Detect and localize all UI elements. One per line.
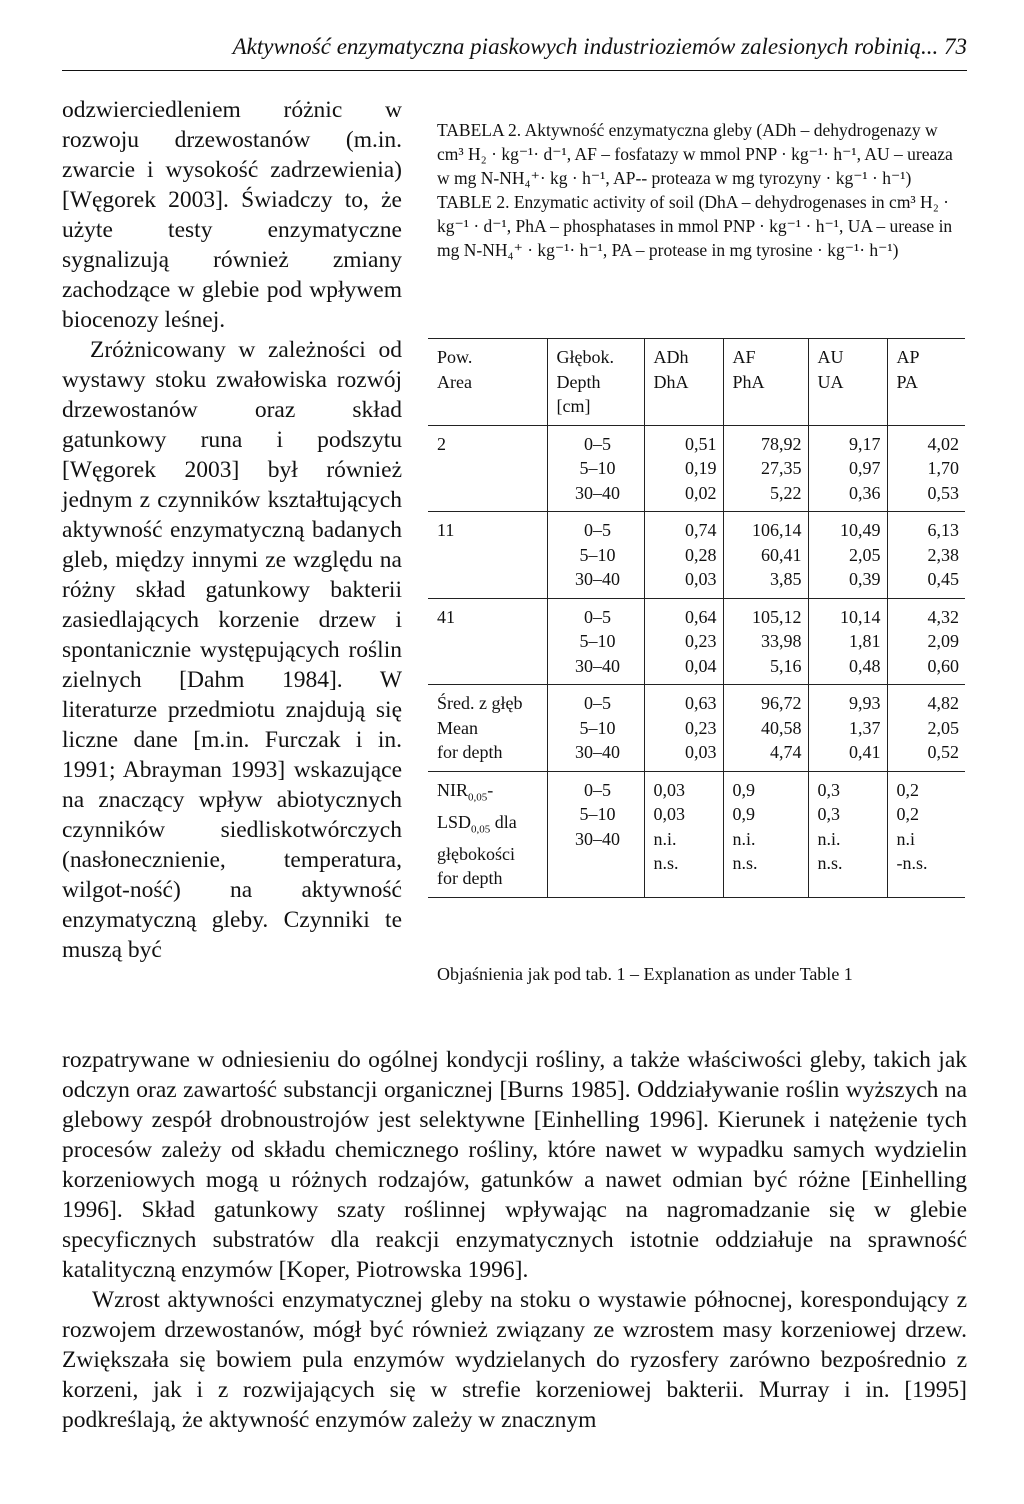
- cell-value: 0,03: [685, 569, 717, 589]
- cell-value: 9,17: [849, 433, 881, 454]
- table-cell-label: [428, 512, 547, 599]
- cell-value: 33,98: [761, 631, 802, 651]
- table-cell-ap: [887, 425, 965, 512]
- cell-value: 0,28: [685, 544, 717, 565]
- cell-value: 5,16: [770, 655, 802, 676]
- table-cell-depths: [547, 598, 644, 685]
- table-cell-af: [723, 685, 808, 772]
- cell-value: 0–5: [584, 520, 611, 540]
- cell-value: 40,58: [761, 717, 802, 738]
- table-row: [428, 425, 965, 512]
- table-row: [428, 512, 965, 599]
- table-cell-adh: [644, 685, 723, 772]
- table-cell-au: [808, 425, 887, 512]
- caption-text-pl: Aktywność enzymatyczna gleby (ADh – dehydrogenazy w cm³ H₂ · kg⁻¹· d⁻¹, AF – fosfatazy w mmol PNP · kg⁻¹· h⁻¹, AU – ureaza w mg N-NH₄⁺· kg · h⁻¹, AP-- proteaza w mg tyrozyny · kg⁻¹ · h⁻¹): [437, 120, 953, 188]
- cell-value: n.s.: [732, 853, 758, 873]
- table-caption: [437, 118, 967, 262]
- table-cell-depths: [547, 685, 644, 772]
- cell-value: 78,92: [761, 433, 802, 454]
- cell-value: 30–40: [575, 828, 620, 849]
- cell-value: 5–10: [579, 804, 616, 824]
- cell-value: 4,74: [770, 742, 802, 762]
- cell-value: 2,38: [927, 544, 959, 565]
- cell-value: 2,05: [927, 717, 959, 738]
- table-cell-lsd-depths: [547, 771, 644, 897]
- lsd-label: LSD: [437, 811, 472, 832]
- table-cell-au: [808, 685, 887, 772]
- cell-value: 1,70: [927, 458, 959, 478]
- table-cell-lsd-au: [808, 771, 887, 897]
- table-cell-lsd-label: [428, 771, 547, 897]
- col-header-af: AF PhA: [723, 339, 808, 426]
- cell-value: Śred. z głęb: [437, 693, 523, 713]
- cell-value: 0,74: [685, 520, 717, 540]
- cell-value: 0,97: [849, 458, 881, 478]
- table-caption-pl: [437, 118, 967, 190]
- cell-value: 0,53: [927, 482, 959, 503]
- cell-value: 5–10: [579, 544, 616, 565]
- cell-value: 0,02: [685, 482, 717, 503]
- cell-value: 0–5: [584, 433, 611, 454]
- body-paragraph-1: rozpatrywane w odniesieniu do ogólnej kondycji rośliny, a także właściwości gleby, takich jak odczyn oraz zawartość substancji organicznej [Burns 1985]. Oddziaływanie roślin wyższych na glebowy zespół drobnoustrojów jest selektywne [Einhelling 1996]. Kierunek i natężenie tych procesów zależy od składu chemicznego rośliny, które nawet w wypadku samych wydzielin korzeniowych mogą u różnych rodzajów, gatunków a nawet odmian być różne [Einhelling 1996]. Skład gatunkowy szaty roślinnej wpływając na nagromadzanie się w glebie specyficznych substratów dla reakcji enzymatycznych istotnie oddziałuje na sprawność katalityczną enzymów [Koper, Piotrowska 1996].: [62, 1047, 967, 1283]
- cell-value: 96,72: [761, 693, 802, 713]
- col-header-adh: ADh DhA: [644, 339, 723, 426]
- cell-value: 5–10: [579, 458, 616, 478]
- lsd-tail: dla: [490, 811, 517, 832]
- nir-tail: -: [487, 779, 494, 800]
- cell-value: 1,81: [849, 631, 881, 651]
- cell-value: 30–40: [575, 655, 620, 676]
- table-row: [428, 598, 965, 685]
- header-rule: [62, 70, 967, 71]
- running-title: Aktywność enzymatyczna piaskowych industrioziemów zalesionych robinią...: [232, 34, 939, 59]
- cell-value: 0,52: [927, 742, 959, 762]
- table-cell-ap: [887, 598, 965, 685]
- cell-value: 0,03: [685, 742, 717, 762]
- cell-value: 41: [437, 606, 455, 627]
- cell-value: 0,3: [817, 804, 840, 824]
- col-header-depth: Głębok. Depth [cm]: [547, 339, 644, 426]
- table-cell-ap: [887, 512, 965, 599]
- cell-value: 30–40: [575, 482, 620, 503]
- cell-value: 9,93: [849, 693, 881, 713]
- cell-value: 0,41: [849, 742, 881, 762]
- table-cell-depths: [547, 425, 644, 512]
- table-cell-lsd-af: [723, 771, 808, 897]
- cell-value: 0,03: [653, 804, 685, 824]
- cell-value: n.i.: [817, 828, 841, 849]
- cell-value: 0,2: [896, 779, 919, 800]
- cell-value: 105,12: [752, 606, 802, 627]
- cell-value: n.s.: [817, 853, 843, 873]
- cell-value: 2,05: [849, 544, 881, 565]
- cell-value: 0,23: [685, 631, 717, 651]
- nir-label: NIR: [437, 779, 468, 800]
- cell-value: 0–5: [584, 606, 611, 627]
- cell-value: 30–40: [575, 569, 620, 589]
- lsd-subscript: 0,05: [471, 823, 491, 836]
- cell-value: 0–5: [584, 779, 611, 800]
- cell-value: 4,82: [927, 693, 959, 713]
- cell-value: 5,22: [770, 482, 802, 503]
- cell-value: 0,63: [685, 693, 717, 713]
- cell-value: 0,51: [685, 433, 717, 454]
- body-paragraph-2: Wzrost aktywności enzymatycznej gleby na stoku o wystawie północnej, korespondujący z rozwojem drzewostanów, mógł być również związany ze wzrostem masy korzeniowej drzew. Zwiększała się bowiem pula enzymów wydzielanych do ryzosfery zarówno bezpośrednio z korzeni, jak i z rozwijających się w strefie korzeniowej bakterii. Murray i in. [1995] podkreślają, że aktywność enzymów zależy w znacznym: [62, 1287, 967, 1433]
- cell-value: 27,35: [761, 458, 802, 478]
- col-header-area: Pow. Area: [428, 339, 547, 426]
- cell-value: 0,36: [849, 482, 881, 503]
- cell-value: 5–10: [579, 717, 616, 738]
- table-row-lsd: [428, 771, 965, 897]
- cell-value: 30–40: [575, 742, 620, 762]
- cell-value: 1,37: [849, 717, 881, 738]
- cell-value: 4,32: [927, 606, 959, 627]
- table-cell-label: [428, 598, 547, 685]
- table-cell-lsd-adh: [644, 771, 723, 897]
- cell-value: 0,48: [849, 655, 881, 676]
- cell-value: 0,3: [817, 779, 840, 800]
- cell-value: 6,13: [927, 520, 959, 540]
- cell-value: 10,14: [840, 606, 881, 627]
- left-paragraph-1: odzwierciedleniem różnic w rozwoju drzewostanów (m.in. zwarcie i wysokość zadrzewienia) [Węgorek 2003]. Świadczy to, że użyte testy enzymatyczne sygnalizują również zmiany zachodzące w glebie pod wpływem biocenozy leśnej.: [62, 97, 402, 333]
- cell-value: 4,02: [927, 433, 959, 454]
- cell-value: 0,39: [849, 569, 881, 589]
- table-cell-label: [428, 685, 547, 772]
- cell-value: 0,23: [685, 717, 717, 738]
- cell-value: n.i.: [732, 828, 756, 849]
- cell-value: 2: [437, 433, 446, 454]
- table-cell-adh: [644, 425, 723, 512]
- enzyme-activity-table: [428, 338, 965, 898]
- cell-value: 60,41: [761, 544, 802, 565]
- cell-value: 11: [437, 520, 455, 540]
- table-cell-af: [723, 598, 808, 685]
- nir-subscript: 0,05: [468, 791, 488, 804]
- full-width-text: [62, 1045, 967, 1435]
- cell-value: 5–10: [579, 631, 616, 651]
- cell-value: 2,09: [927, 631, 959, 651]
- cell-value: 0,60: [927, 655, 959, 676]
- table-cell-af: [723, 512, 808, 599]
- caption-text-en: Enzymatic activity of soil (DhA – dehydrogenases in cm³ H₂ · kg⁻¹ · d⁻¹, PhA – phosphatases in mmol PNP · kg⁻¹ · h⁻¹, UA – urease in mg N-NH₄⁺ · kg⁻¹· h⁻¹, PA – protease in mg tyrosine · kg⁻¹· h⁻¹): [437, 192, 953, 260]
- col-header-au: AU UA: [808, 339, 887, 426]
- left-paragraph-2: Zróżnicowany w zależności od wystawy stoku zwałowiska rozwój drzewostanów oraz skład gatunkowy runa i podszytu [Węgorek 2003] był również jednym z czynników kształtujących aktywność enzymatyczną badanych gleb, między innymi ze względu na różny skład gatunkowy bakterii zasiedlających korzenie drzew i spontanicznie występujących roślin zielnych [Dahm 1984]. W literaturze przedmiotu znajdują się liczne dane [m.in. Furczak i in. 1991; Abrayman 1993] wskazujące na znaczący wpływ abiotycznych czynników siedliskotwórczych (nasłonecznienie, temperatura, wilgot-ność) na aktywność enzymatyczną gleby. Czynniki te muszą być: [62, 337, 402, 963]
- cell-value: n.i: [896, 828, 916, 849]
- cell-value: 0,64: [685, 606, 717, 627]
- table-row: [428, 685, 965, 772]
- cell-value: 3,85: [770, 569, 802, 589]
- lsd-label-3: głębokości: [437, 843, 515, 864]
- table-header-row: [428, 339, 965, 426]
- lsd-label-4: for depth: [437, 868, 503, 889]
- table-cell-label: [428, 425, 547, 512]
- table-cell-au: [808, 512, 887, 599]
- caption-label-pl: TABELA 2.: [437, 120, 522, 140]
- cell-value: n.s.: [653, 853, 679, 873]
- cell-value: Mean: [437, 717, 478, 738]
- running-header: [62, 32, 967, 62]
- cell-value: 0,19: [685, 458, 717, 478]
- cell-value: 0,45: [927, 569, 959, 589]
- cell-value: 0,9: [732, 779, 755, 800]
- table-cell-ap: [887, 685, 965, 772]
- cell-value: n.i.: [653, 828, 677, 849]
- col-header-ap: AP PA: [887, 339, 965, 426]
- cell-value: 0,2: [896, 804, 919, 824]
- cell-value: 10,49: [840, 520, 881, 540]
- table-cell-lsd-ap: [887, 771, 965, 897]
- table-cell-af: [723, 425, 808, 512]
- cell-value: -n.s.: [896, 853, 928, 873]
- caption-label-en: TABLE 2.: [437, 192, 510, 212]
- left-text-column: [62, 95, 402, 965]
- cell-value: 0,04: [685, 655, 717, 676]
- cell-value: 0,9: [732, 804, 755, 824]
- table-cell-depths: [547, 512, 644, 599]
- table-cell-adh: [644, 598, 723, 685]
- table-cell-adh: [644, 512, 723, 599]
- page-number: 73: [944, 34, 967, 59]
- table-caption-en: [437, 190, 967, 262]
- table-note: Objaśnienia jak pod tab. 1 – Explanation as under Table 1: [437, 964, 853, 984]
- cell-value: 0–5: [584, 693, 611, 713]
- cell-value: 0,03: [653, 779, 685, 800]
- cell-value: for depth: [437, 742, 503, 762]
- table-cell-au: [808, 598, 887, 685]
- cell-value: 106,14: [752, 520, 802, 540]
